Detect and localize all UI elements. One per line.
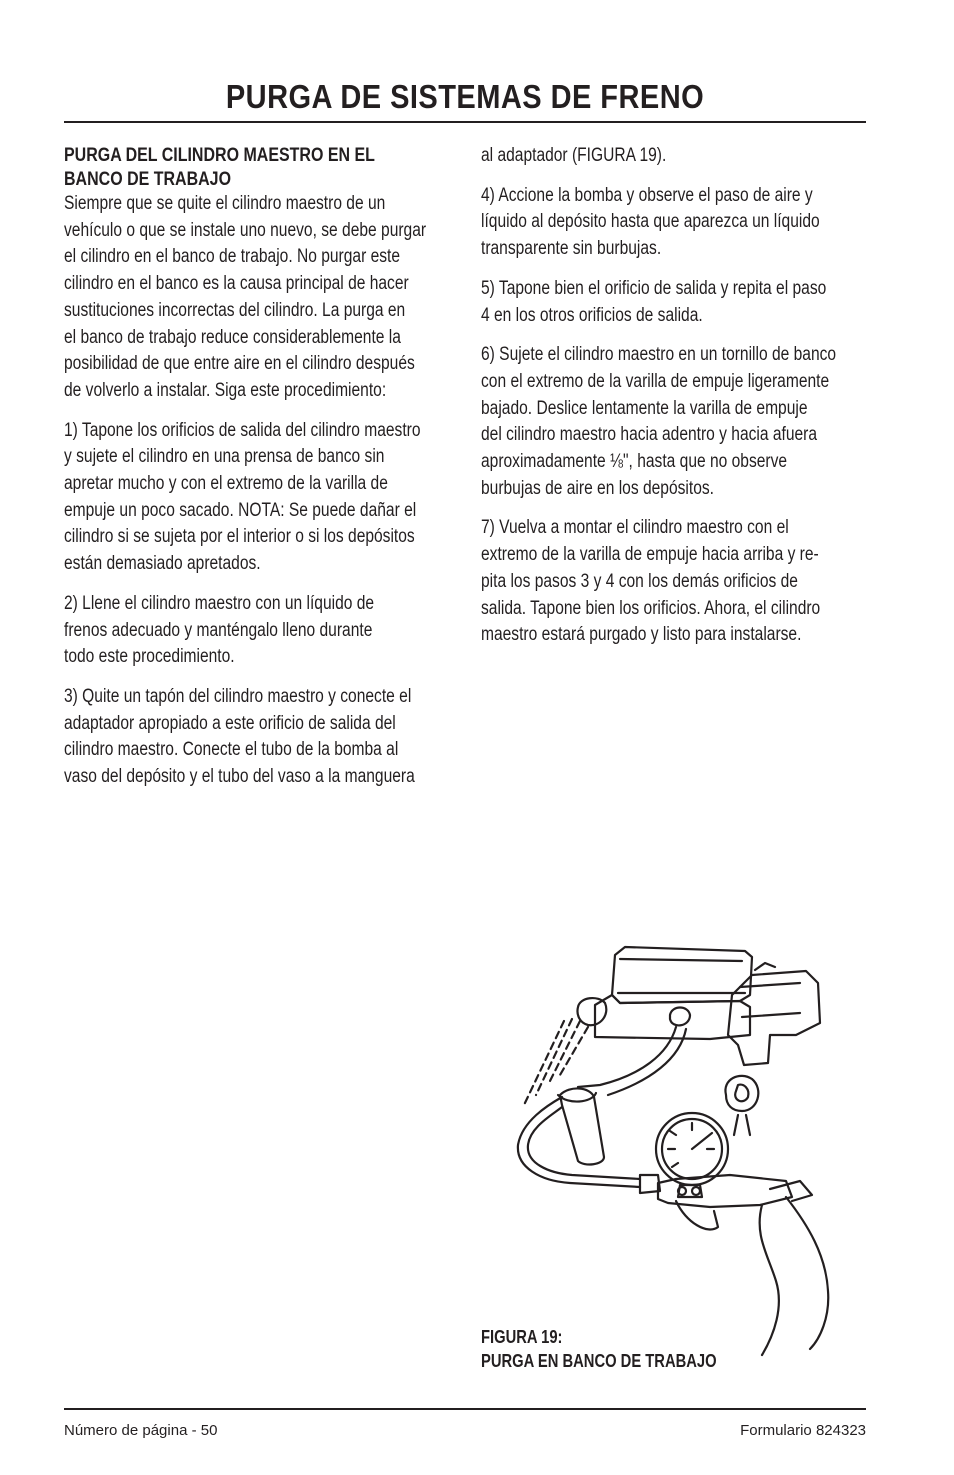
text-line: líquido al depósito hasta que aparezca un líquido <box>481 211 820 233</box>
section-heading-line: PURGA DEL CILINDRO MAESTRO EN EL <box>64 144 375 166</box>
text-line: el cilindro en el banco de trabajo. No purgar este <box>64 246 401 268</box>
footer-rule <box>64 1408 866 1410</box>
paragraph-step-2 <box>64 591 452 671</box>
paragraph-step-6 <box>481 342 873 502</box>
text-line: extremo de la varilla de empuje hacia arriba y re- <box>481 544 819 566</box>
text-line: cilindro en el banco es la causa principal de hacer <box>64 273 409 295</box>
paragraph-step-1 <box>64 418 452 578</box>
text-line: 4 en los otros orificios de salida. <box>481 304 703 326</box>
paragraph-step-7 <box>481 515 873 649</box>
right-column <box>481 143 873 662</box>
page-number: Número de página - 50 <box>64 1422 218 1439</box>
text-line: cilindro maestro. Conecte el tubo de la bomba al <box>64 739 399 761</box>
left-column <box>64 143 452 804</box>
text-line: 6) Sujete el cilindro maestro en un tornillo de banco <box>481 344 837 366</box>
text-line: pita los pasos 3 y 4 con los demás orificios de <box>481 570 798 592</box>
text-line: 5) Tapone bien el orificio de salida y repita el paso <box>481 277 827 299</box>
text-line: están demasiado apretados. <box>64 553 261 575</box>
text-line: de volverlo a instalar. Siga este procedimiento: <box>64 379 387 401</box>
text-line: bajado. Deslice lentamente la varilla de empuje <box>481 397 808 419</box>
master-cylinder-bench-bleed-illustration <box>500 935 840 1365</box>
paragraph-intro <box>64 191 452 405</box>
text-line: maestro estará purgado y listo para instalarse. <box>481 624 802 646</box>
text-line: al adaptador (FIGURA 19). <box>481 145 667 166</box>
text-line: 3) Quite un tapón del cilindro maestro y conecte el <box>64 685 412 707</box>
figure-caption-line: PURGA EN BANCO DE TRABAJO <box>481 1351 717 1371</box>
paragraph-step-4 <box>481 183 873 263</box>
text-line: Siempre que se quite el cilindro maestro de un <box>64 193 386 214</box>
figure-caption-line: FIGURA 19: <box>481 1327 563 1347</box>
paragraph-step-5 <box>481 276 873 329</box>
text-line: apretar mucho y con el extremo de la varilla de <box>64 473 388 495</box>
paragraph-step-3-cont <box>481 143 873 170</box>
text-line: transparente sin burbujas. <box>481 238 662 260</box>
paragraph-step-3 <box>64 684 452 791</box>
text-line: cilindro si se sujeta por el interior o si los depósitos <box>64 526 415 548</box>
section-heading-line: BANCO DE TRABAJO <box>64 168 232 190</box>
form-number: Formulario 824323 <box>740 1422 866 1439</box>
text-line: 4) Accione la bomba y observe el paso de aire y <box>481 184 813 206</box>
text-line: salida. Tapone bien los orificios. Ahora, el cilindro <box>481 597 821 619</box>
text-line: 1) Tapone los orificios de salida del cilindro maestro <box>64 419 421 441</box>
text-line: adaptador apropiado a este orificio de salida del <box>64 712 396 734</box>
text-line: el banco de trabajo reduce considerablemente la <box>64 326 401 348</box>
text-line: con el extremo de la varilla de empuje ligeramente <box>481 370 830 392</box>
text-line: vaso del depósito y el tubo del vaso a la manguera <box>64 766 415 788</box>
text-line: vehículo o que se instale uno nuevo, se debe purgar <box>64 219 427 241</box>
text-line: posibilidad de que entre aire en el cilindro después <box>64 353 415 375</box>
figure-caption <box>481 1325 768 1373</box>
section-heading <box>64 143 452 191</box>
text-line: sustituciones incorrectas del cilindro. La purga en <box>64 299 406 321</box>
text-line: del cilindro maestro hacia adentro y hacia afuera <box>481 424 818 446</box>
text-line: aproximadamente ⅛", hasta que no observe <box>481 451 788 473</box>
text-line: 2) Llene el cilindro maestro con un líquido de <box>64 592 375 614</box>
text-line: y sujete el cilindro en una prensa de banco sin <box>64 446 385 468</box>
title-rule <box>64 121 866 123</box>
text-line: todo este procedimiento. <box>64 646 235 668</box>
text-line: burbujas de aire en los depósitos. <box>481 477 714 499</box>
text-line: 7) Vuelva a montar el cilindro maestro con el <box>481 517 789 539</box>
page-title: PURGA DE SISTEMAS DE FRENO <box>225 78 705 115</box>
text-line: frenos adecuado y manténgalo lleno durante <box>64 619 373 641</box>
text-line: empuje un poco sacado. NOTA: Se puede dañar el <box>64 499 417 521</box>
